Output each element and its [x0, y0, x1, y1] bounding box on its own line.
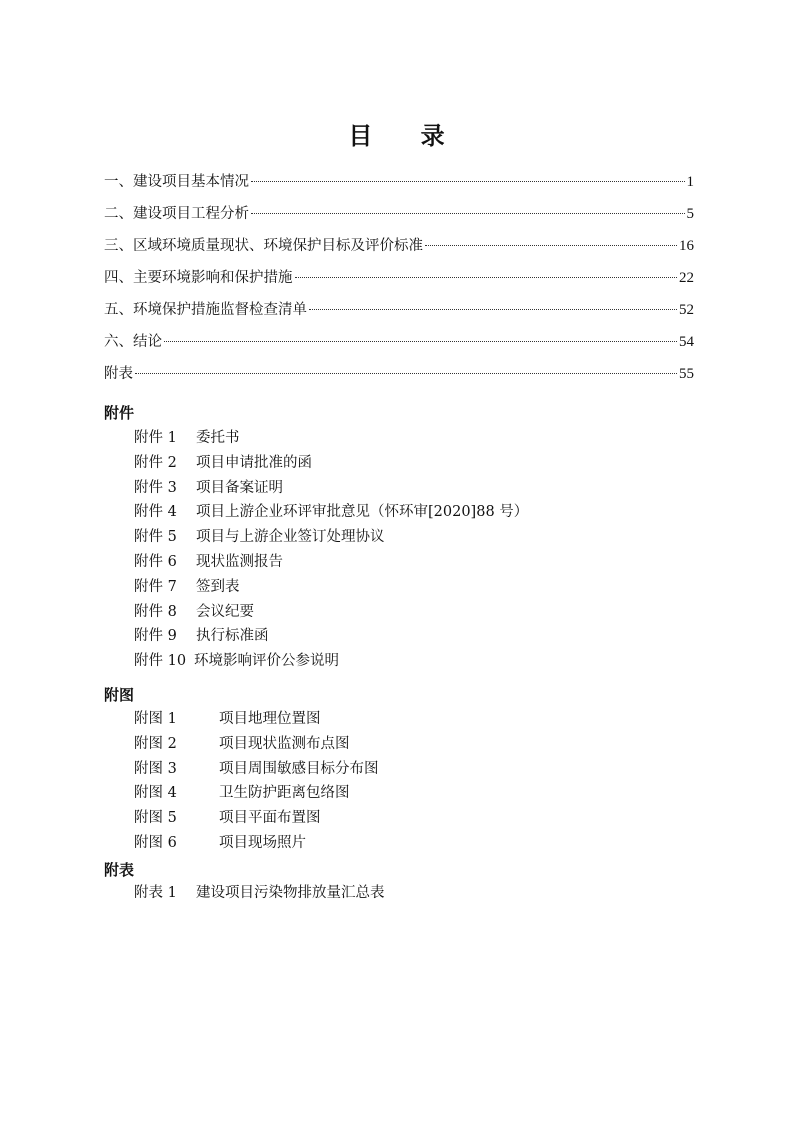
toc-entry[interactable] [104, 230, 694, 262]
toc-entry-label: 五、环境保护措施监督检查清单 [104, 302, 307, 318]
attachment-id: 附件 6 [134, 553, 177, 570]
list-item [134, 525, 528, 550]
toc-leader-dots [135, 372, 677, 374]
figures-heading: 附图 [104, 686, 135, 704]
attachment-id: 附件 2 [134, 454, 177, 471]
figure-id: 附图 5 [134, 810, 177, 827]
list-item [134, 600, 528, 625]
figure-id: 附图 3 [134, 760, 177, 777]
toc-entry-label: 附表 [104, 366, 133, 382]
attachment-id: 附件 9 [134, 628, 177, 645]
table-id: 附表 1 [134, 885, 177, 901]
toc-leader-dots [251, 180, 685, 182]
list-item [134, 707, 379, 732]
toc-leader-dots [425, 244, 677, 246]
attachment-title: 委托书 [196, 430, 240, 446]
toc-entry[interactable] [104, 294, 694, 326]
attachment-title: 项目与上游企业签订处理协议 [196, 529, 385, 546]
figure-title: 项目平面布置图 [219, 810, 321, 827]
attachment-id: 附件 3 [134, 479, 177, 496]
list-item [134, 649, 528, 674]
list-item [134, 500, 528, 525]
toc-entry[interactable] [104, 358, 694, 390]
attachment-title: 项目上游企业环评审批意见（怀环审[2020]88 号） [196, 504, 529, 521]
list-item [134, 757, 379, 782]
list-item [134, 451, 528, 476]
table-title: 建设项目污染物排放量汇总表 [196, 885, 385, 901]
figure-title: 项目现状监测布点图 [219, 735, 350, 752]
list-item [134, 550, 528, 575]
toc-entry-label: 三、区域环境质量现状、环境保护目标及评价标准 [104, 238, 423, 254]
toc-entry[interactable] [104, 262, 694, 294]
list-item [134, 881, 385, 906]
toc-entry-label: 一、建设项目基本情况 [104, 174, 249, 190]
page-title: 目 录 [348, 122, 465, 150]
toc-leader-dots [295, 276, 678, 278]
toc-entry-label: 四、主要环境影响和保护措施 [104, 270, 293, 286]
attachment-id: 附件 5 [134, 529, 177, 546]
list-item [134, 426, 528, 451]
attachment-title: 项目备案证明 [196, 479, 283, 496]
tables-list [134, 881, 385, 906]
toc-entry[interactable] [104, 198, 694, 230]
toc-entry-page: 55 [679, 366, 694, 382]
toc-entry-page: 16 [679, 238, 694, 254]
toc-entry[interactable] [104, 166, 694, 198]
figure-id: 附图 4 [134, 785, 177, 802]
attachment-title: 项目申请批准的函 [196, 454, 312, 471]
attachment-title: 会议纪要 [196, 603, 254, 620]
toc-entry-page: 5 [686, 206, 694, 222]
toc-entry[interactable] [104, 326, 694, 358]
attachment-title: 签到表 [196, 578, 240, 595]
list-item [134, 732, 379, 757]
attachment-id: 附件 7 [134, 578, 177, 595]
list-item [134, 806, 379, 831]
attachment-id: 附件 10 [134, 653, 187, 670]
attachments-list [134, 426, 528, 674]
list-item [134, 624, 528, 649]
attachment-id: 附件 8 [134, 603, 177, 620]
attachment-id: 附件 4 [134, 504, 177, 521]
figure-id: 附图 2 [134, 735, 177, 752]
figures-list [134, 707, 379, 856]
figure-id: 附图 6 [134, 834, 177, 851]
toc-leader-dots [164, 340, 677, 342]
toc-leader-dots [251, 212, 685, 214]
toc-entry-page: 54 [679, 334, 694, 350]
toc-entry-page: 52 [679, 302, 694, 318]
attachment-title: 环境影响评价公参说明 [194, 653, 339, 670]
list-item [134, 781, 379, 806]
toc-entry-page: 1 [686, 174, 694, 190]
attachment-title: 执行标准函 [196, 628, 269, 645]
attachment-title: 现状监测报告 [196, 553, 283, 570]
attachments-heading: 附件 [104, 404, 135, 422]
table-of-contents [104, 166, 694, 390]
toc-entry-label: 二、建设项目工程分析 [104, 206, 249, 222]
toc-entry-label: 六、结论 [104, 334, 162, 350]
list-item [134, 831, 379, 856]
toc-leader-dots [309, 308, 677, 310]
list-item [134, 476, 528, 501]
figure-title: 项目周围敏感目标分布图 [219, 760, 379, 777]
figure-title: 项目地理位置图 [219, 711, 321, 727]
tables-heading: 附表 [104, 861, 135, 879]
figure-title: 卫生防护距离包络图 [219, 785, 350, 802]
list-item [134, 575, 528, 600]
attachment-id: 附件 1 [134, 430, 177, 446]
toc-entry-page: 22 [679, 270, 694, 286]
figure-id: 附图 1 [134, 711, 177, 727]
figure-title: 项目现场照片 [219, 834, 306, 851]
